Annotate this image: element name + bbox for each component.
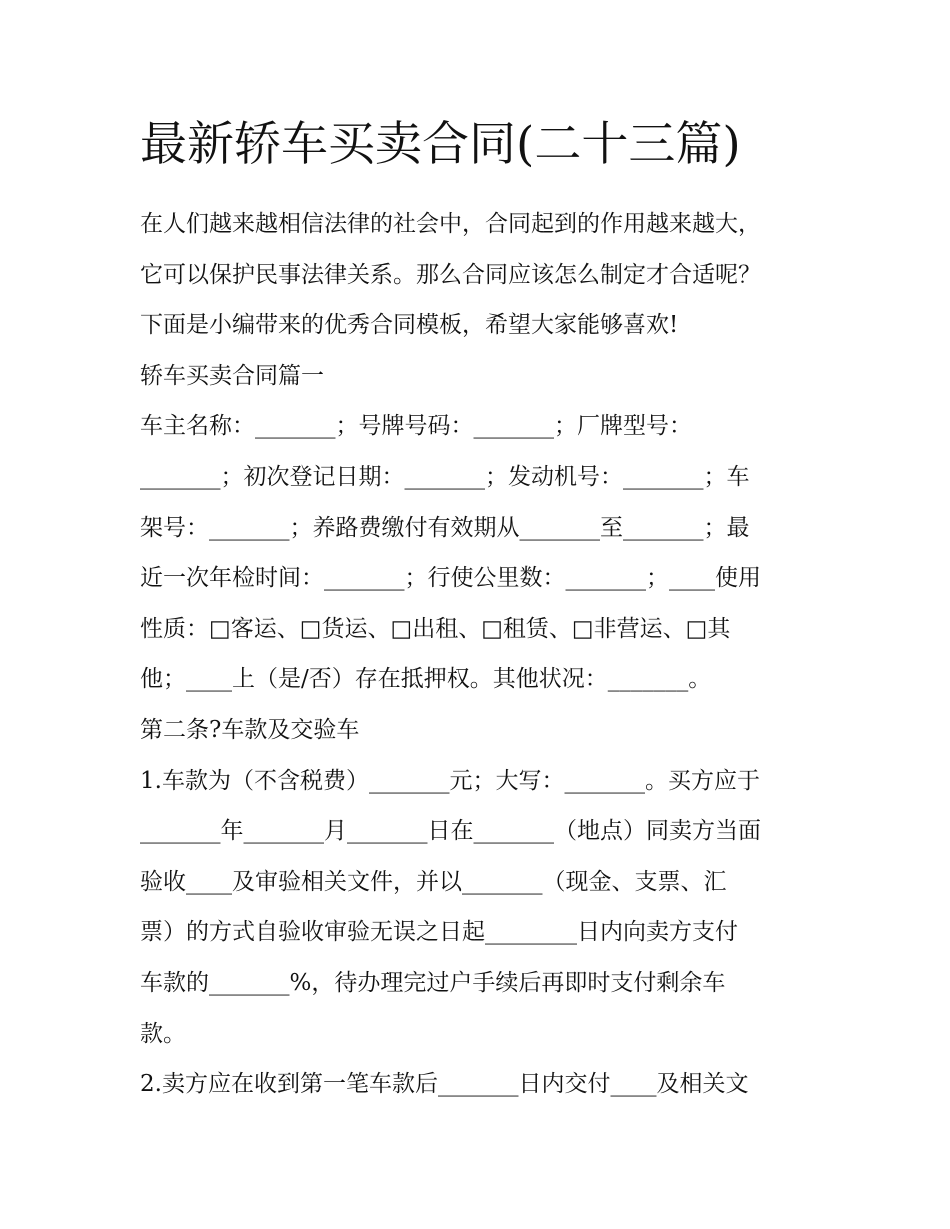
section-heading: 第二条?车款及交验车 (140, 716, 360, 743)
paragraph-line: 在人们越来越相信法律的社会中，合同起到的作用越来越大， (140, 211, 761, 237)
paragraph-line: _______；初次登记日期：_______；发动机号：_______；车 (140, 463, 750, 490)
paragraph-line: 款。 (140, 1020, 186, 1047)
paragraph-line: 他；____上（是/否）存在抵押权。其他状况：_______。 (140, 666, 712, 693)
document-body (140, 199, 820, 1110)
paragraph-line: _______年_______月_______日在_______（地点）同卖方当面 (140, 818, 761, 845)
paragraph-line: 架号：_______；养路费缴付有效期从_______至_______；最 (140, 514, 750, 541)
section-heading: 轿车买卖合同篇一 (140, 362, 324, 389)
paragraph-line: 性质：□客运、□货运、□出租、□租赁、□非营运、□其 (140, 615, 731, 642)
paragraph-line: 车款的_______%，待办理完过户手续后再即时支付剩余车 (140, 969, 726, 996)
paragraph-line: 1.车款为（不含税费）_______元；大写：_______。买方应于 (140, 767, 760, 794)
paragraph-line: 它可以保护民事法律关系。那么合同应该怎么制定才合适呢？ (140, 261, 761, 288)
paragraph-line: 车主名称：_______；号牌号码：_______；厂牌型号： (140, 413, 692, 440)
paragraph-line: 下面是小编带来的优秀合同模板，希望大家能够喜欢! (140, 312, 679, 339)
paragraph-line: 2.卖方应在收到第一笔车款后_______日内交付____及相关文 (140, 1071, 749, 1098)
document-title: 最新轿车买卖合同(二十三篇) (140, 117, 741, 172)
paragraph-line: 验收____及审验相关文件，并以_______（现金、支票、汇 (140, 868, 727, 895)
paragraph-line: 票）的方式自验收审验无误之日起________日内向卖方支付 (140, 919, 738, 946)
paragraph-line: 近一次年检时间：_______；行使公里数：_______；____使用 (140, 565, 761, 592)
